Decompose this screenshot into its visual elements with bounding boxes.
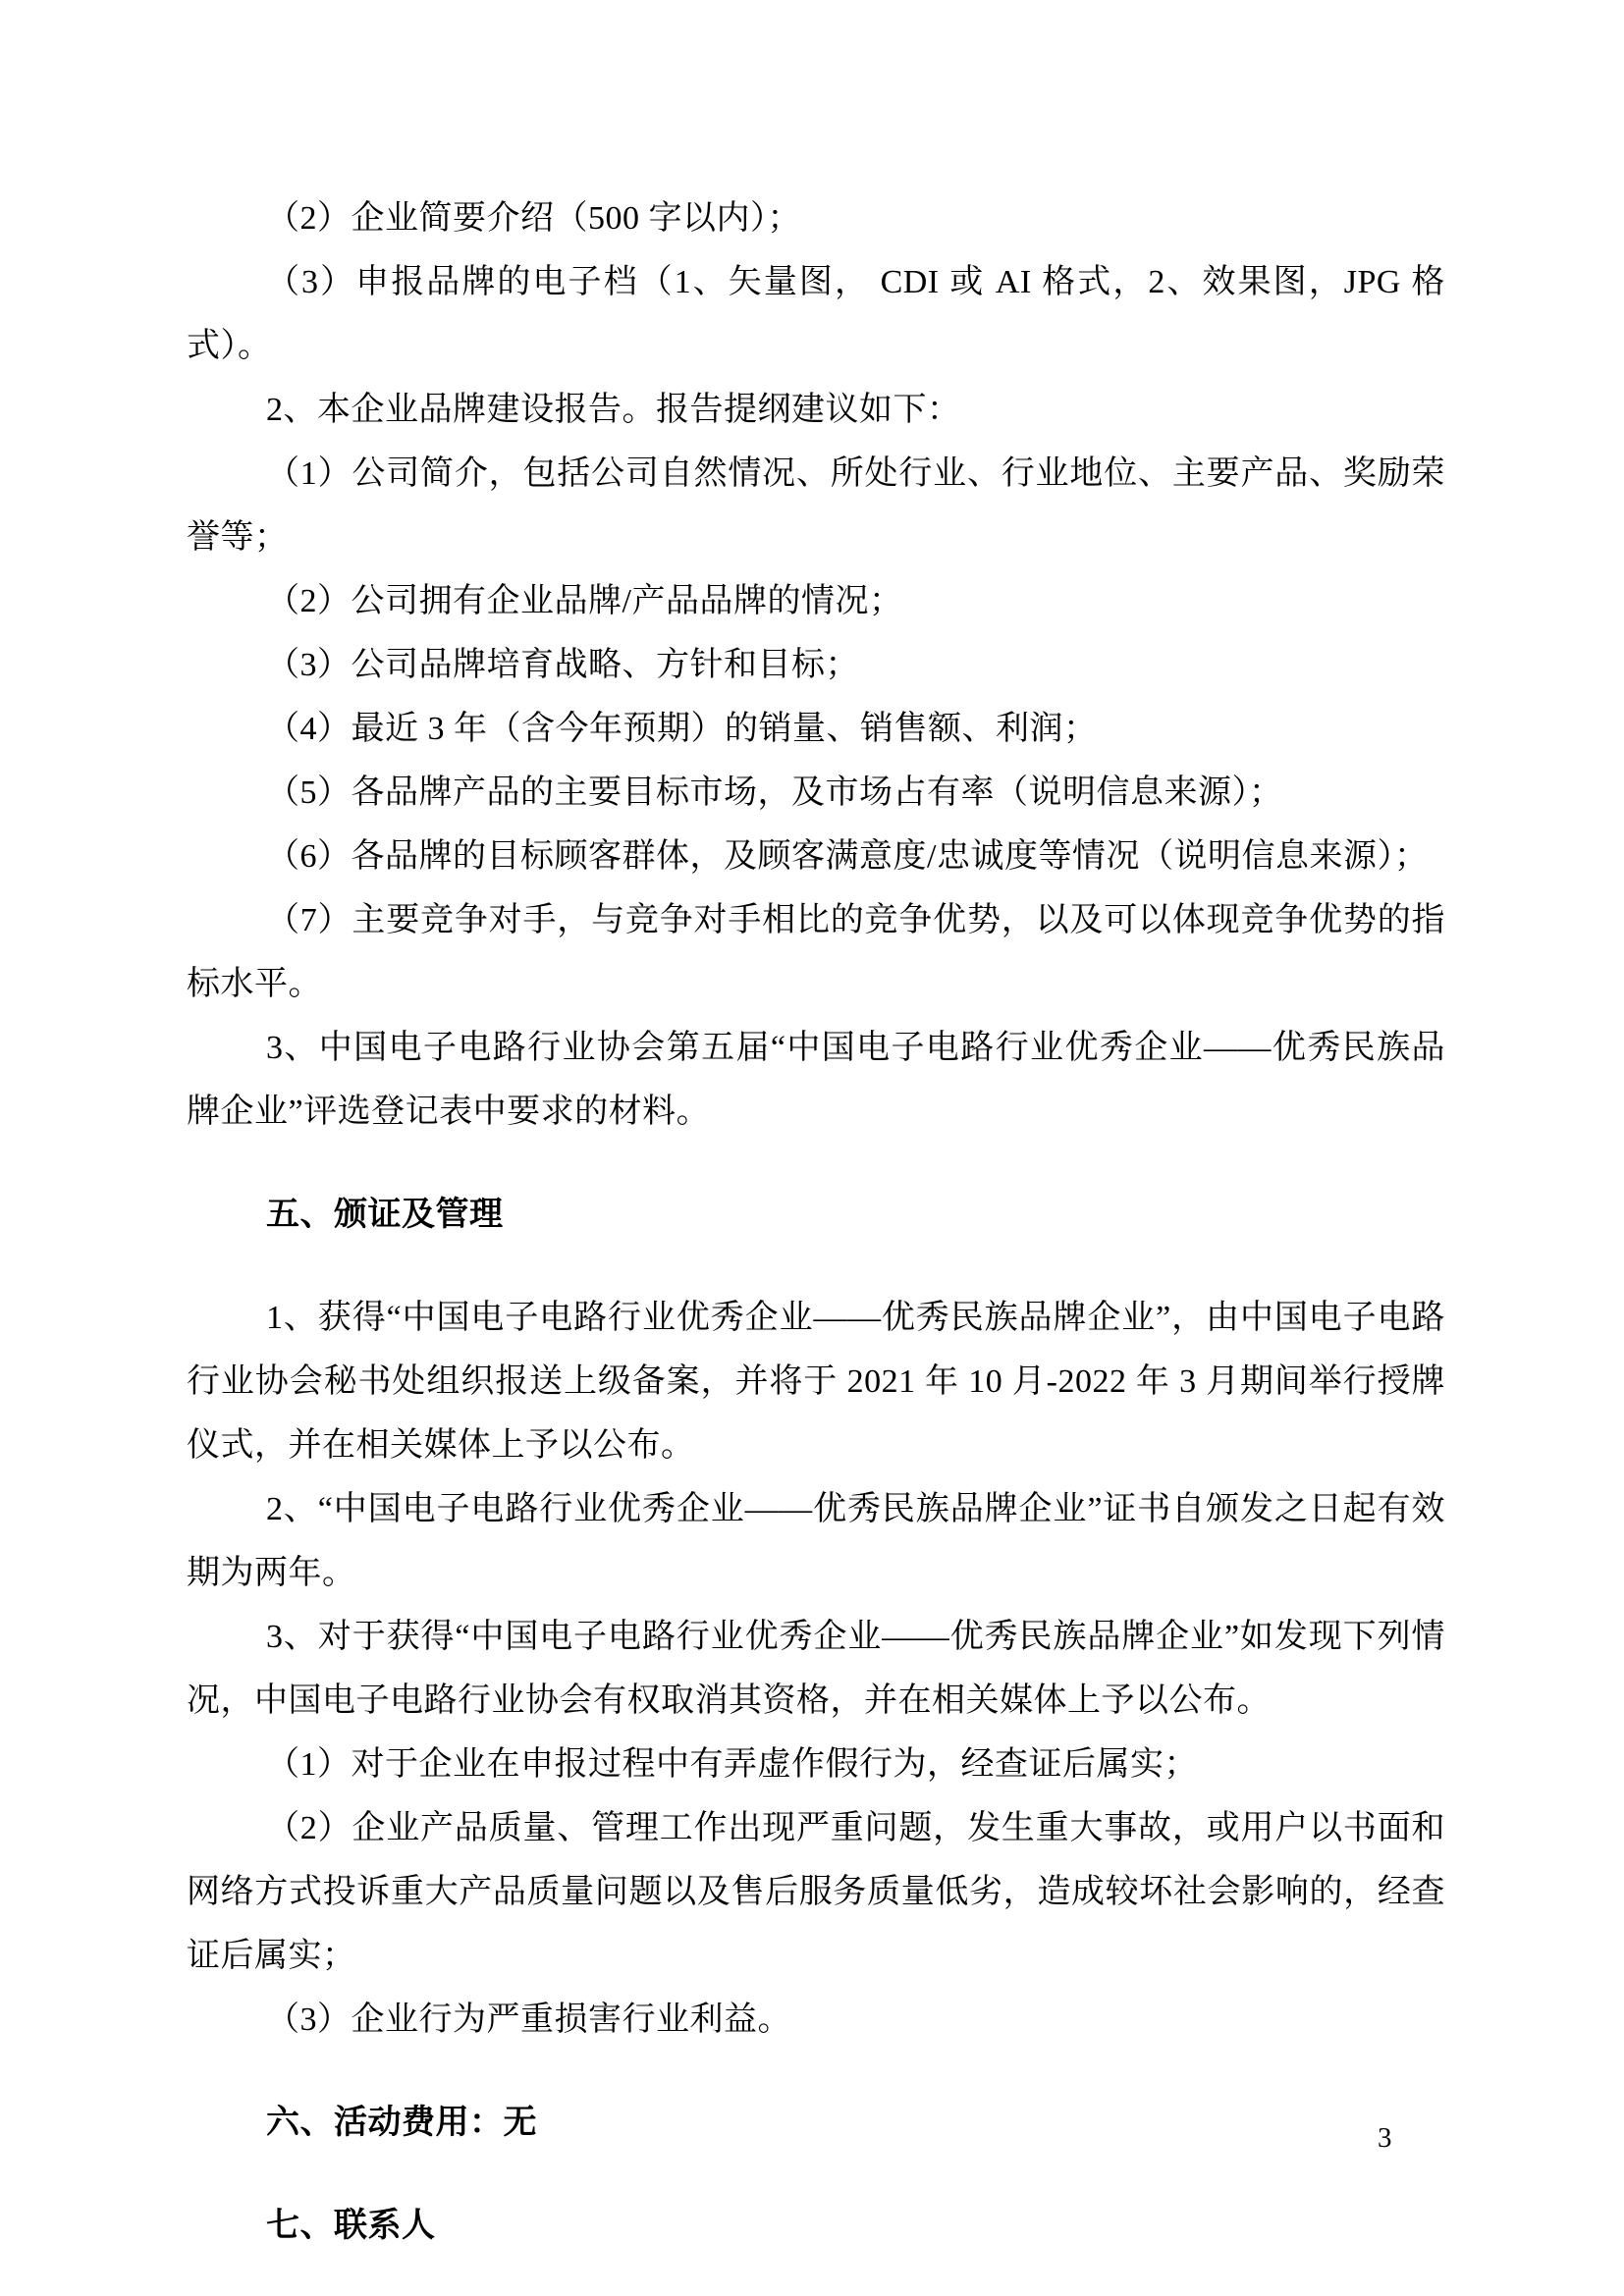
paragraph: （3）申报品牌的电子档（1、矢量图， CDI 或 AI 格式，2、效果图，JPG 格式）。 [187,264,1445,364]
paragraph: （3）企业行为严重损害行业利益。 [266,2002,791,2038]
paragraph: 3、对于获得“中国电子电路行业优秀企业——优秀民族品牌企业”如发现下列情况，中国电子电路行业协会有权取消其资格，并在相关媒体上予以公布。 [187,1619,1445,1719]
paragraph: （1）公司简介，包括公司自然情况、所处行业、行业地位、主要产品、奖励荣誉等； [187,455,1445,556]
paragraph: （2）企业简要介绍（500 字以内）； [266,200,801,237]
paragraph: 3、中国电子电路行业协会第五届“中国电子电路行业优秀企业——优秀民族品牌企业”评选登记表中要求的材料。 [187,1030,1445,1130]
paragraph: 2、本企业品牌建设报告。报告提纲建议如下： [266,392,961,428]
paragraph: （3）公司品牌培育战略、方针和目标； [266,647,859,683]
paragraph: 1、获得“中国电子电路行业优秀企业——优秀民族品牌企业”，由中国电子电路行业协会秘书处组织报送上级备案，并将于 2021 年 10 月-2022 年 3 月期间举行授牌仪式，并在相关媒体上予以公布。 [187,1300,1445,1464]
section-heading: 五、颁证及管理 [266,1196,504,1233]
paragraph: （2）企业产品质量、管理工作出现严重问题，发生重大事故，或用户以书面和网络方式投诉重大产品质量问题以及售后服务质量低劣，造成较坏社会影响的，经查证后属实； [187,1810,1445,1974]
paragraph: （6）各品牌的目标顾客群体，及顾客满意度/忠诚度等情况（说明信息来源）； [266,838,1429,875]
paragraph: （7）主要竞争对手，与竞争对手相比的竞争优势，以及可以体现竞争优势的指标水平。 [187,902,1445,1002]
paragraph: 2、“中国电子电路行业优秀企业——优秀民族品牌企业”证书自颁发之日起有效期为两年。 [187,1491,1445,1591]
paragraph: （4）最近 3 年（含今年预期）的销量、销售额、利润； [266,711,1098,747]
section-heading: 七、联系人 [266,2207,436,2244]
document-body [187,187,1445,2296]
paragraph: （5）各品牌产品的主要目标市场，及市场占有率（说明信息来源）； [266,774,1283,811]
page-number: 3 [1378,2122,1392,2154]
paragraph: （1）对于企业在申报过程中有弄虚作假行为，经查证后属实； [266,1746,1198,1783]
section-heading: 六、活动费用：无 [266,2104,537,2141]
paragraph: （2）公司拥有企业品牌/产品品牌的情况； [266,583,903,619]
